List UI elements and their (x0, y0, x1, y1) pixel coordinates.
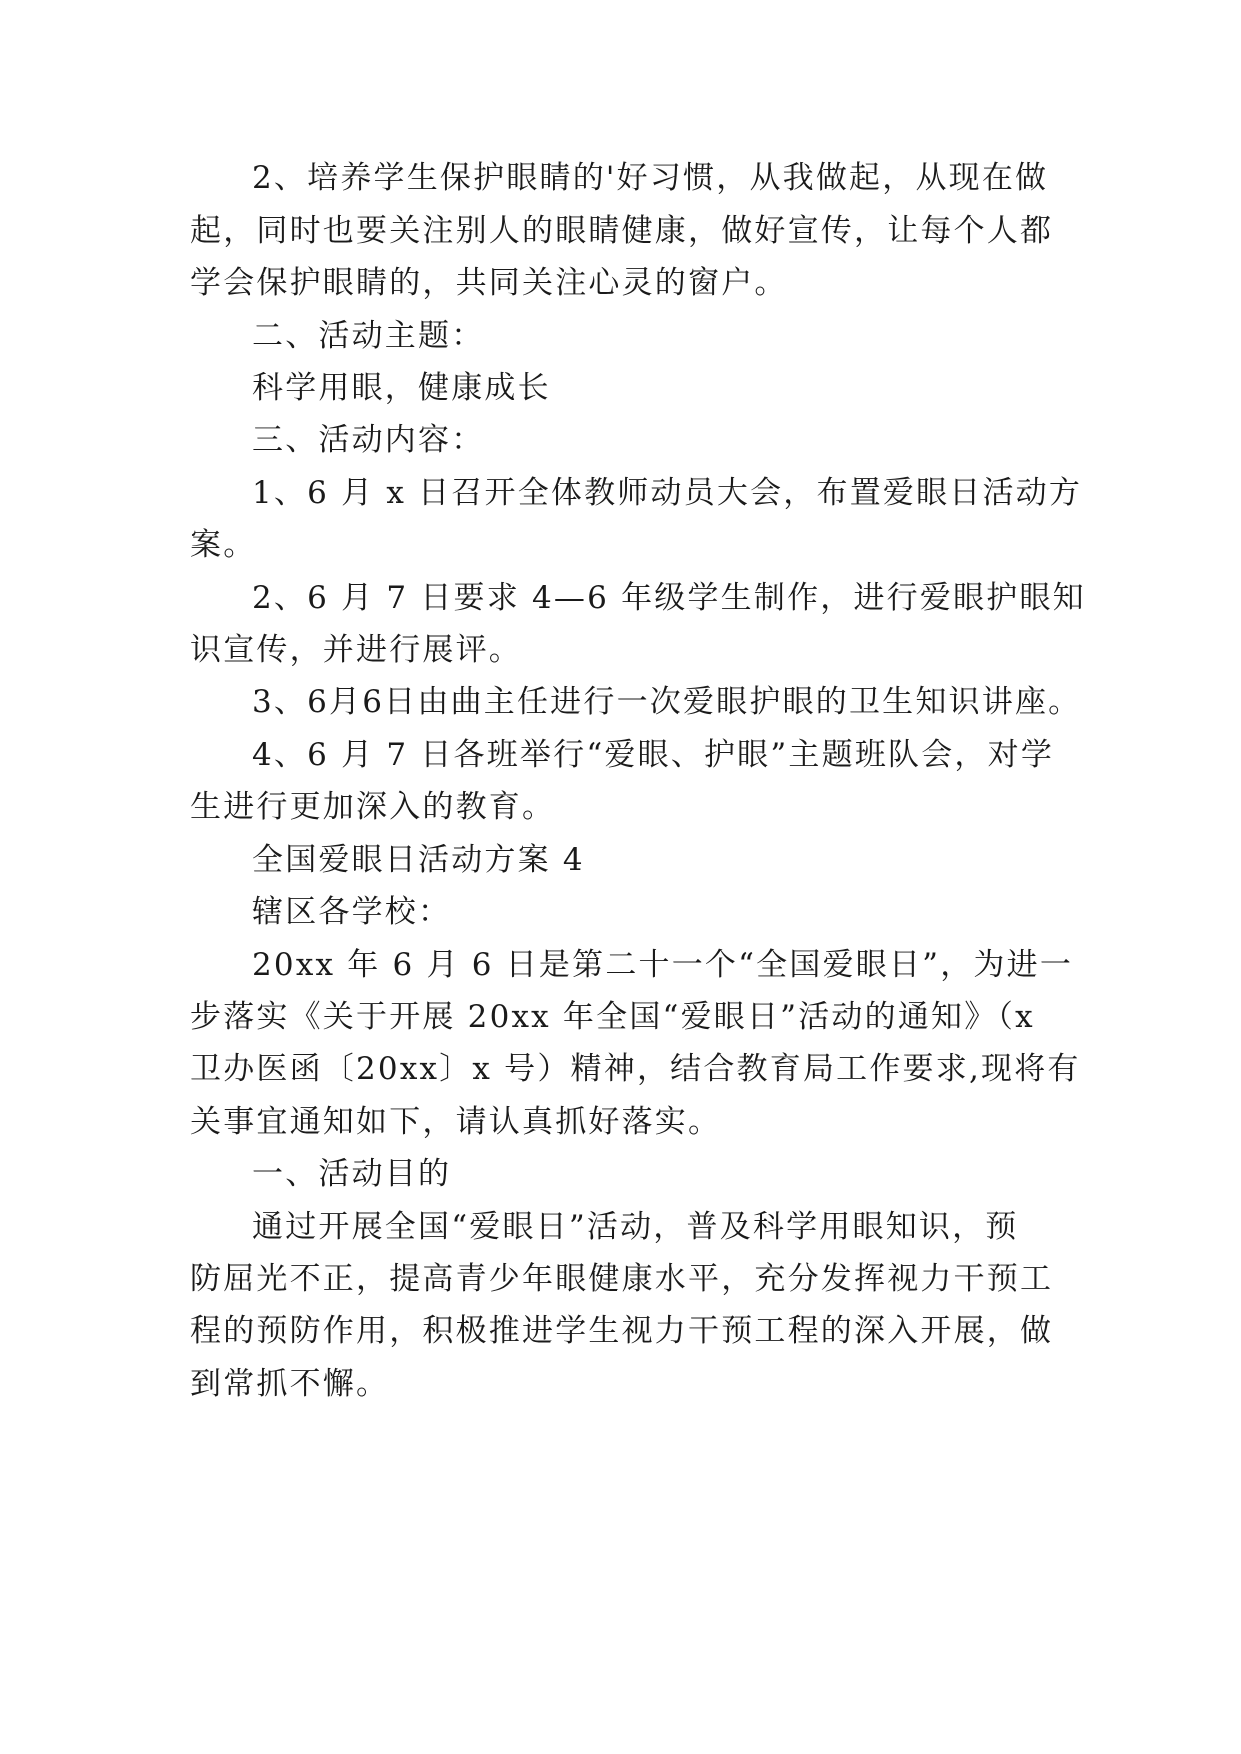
paragraph-line: 程的预防作用，积极推进学生视力干预工程的深入开展，做 (190, 1313, 1054, 1349)
paragraph-line: 卫办医函〔20xx〕x 号）精神，结合教育局工作要求,现将有 (190, 1051, 1081, 1087)
section-heading: 一、活动目的 (252, 1156, 452, 1192)
paragraph-line: 4、6 月 7 日各班举行“爱眼、护眼”主题班队会，对学 (252, 737, 1055, 773)
paragraph-line: 到常抓不懈。 (190, 1366, 390, 1402)
paragraph-line: 通过开展全国“爱眼日”活动，普及科学用眼知识，预 (252, 1209, 1019, 1245)
paragraph-line: 2、培养学生保护眼睛的'好习惯，从我做起，从现在做 (252, 160, 1049, 196)
paragraph-line: 步落实《关于开展 20xx 年全国“爱眼日”活动的通知》（x (190, 999, 1035, 1035)
paragraph-line: 关事宜通知如下，请认真抓好落实。 (190, 1104, 722, 1140)
section-heading: 三、活动内容： (252, 422, 485, 458)
section-heading: 二、活动主题： (252, 318, 485, 354)
paragraph-line: 2、6 月 7 日要求 4—6 年级学生制作，进行爱眼护眼知 (252, 580, 1086, 616)
paragraph-line: 案。 (190, 527, 257, 563)
paragraph-line: 20xx 年 6 月 6 日是第二十一个“全国爱眼日”，为进一 (252, 947, 1074, 983)
paragraph-line: 起，同时也要关注别人的眼睛健康，做好宣传，让每个人都 (190, 213, 1054, 249)
paragraph-line: 1、6 月 x 日召开全体教师动员大会，布置爱眼日活动方 (252, 475, 1083, 511)
paragraph-line: 科学用眼，健康成长 (252, 370, 551, 406)
salutation: 辖区各学校： (252, 894, 452, 930)
paragraph-line: 3、6月6日由曲主任进行一次爱眼护眼的卫生知识讲座。 (252, 684, 1082, 720)
document-title: 全国爱眼日活动方案 4 (252, 842, 585, 878)
paragraph-line: 生进行更加深入的教育。 (190, 789, 556, 825)
paragraph-line: 识宣传，并进行展评。 (190, 632, 522, 668)
paragraph-line: 学会保护眼睛的，共同关注心灵的窗户。 (190, 265, 788, 301)
paragraph-line: 防屈光不正，提高青少年眼健康水平，充分发挥视力干预工 (190, 1261, 1054, 1297)
